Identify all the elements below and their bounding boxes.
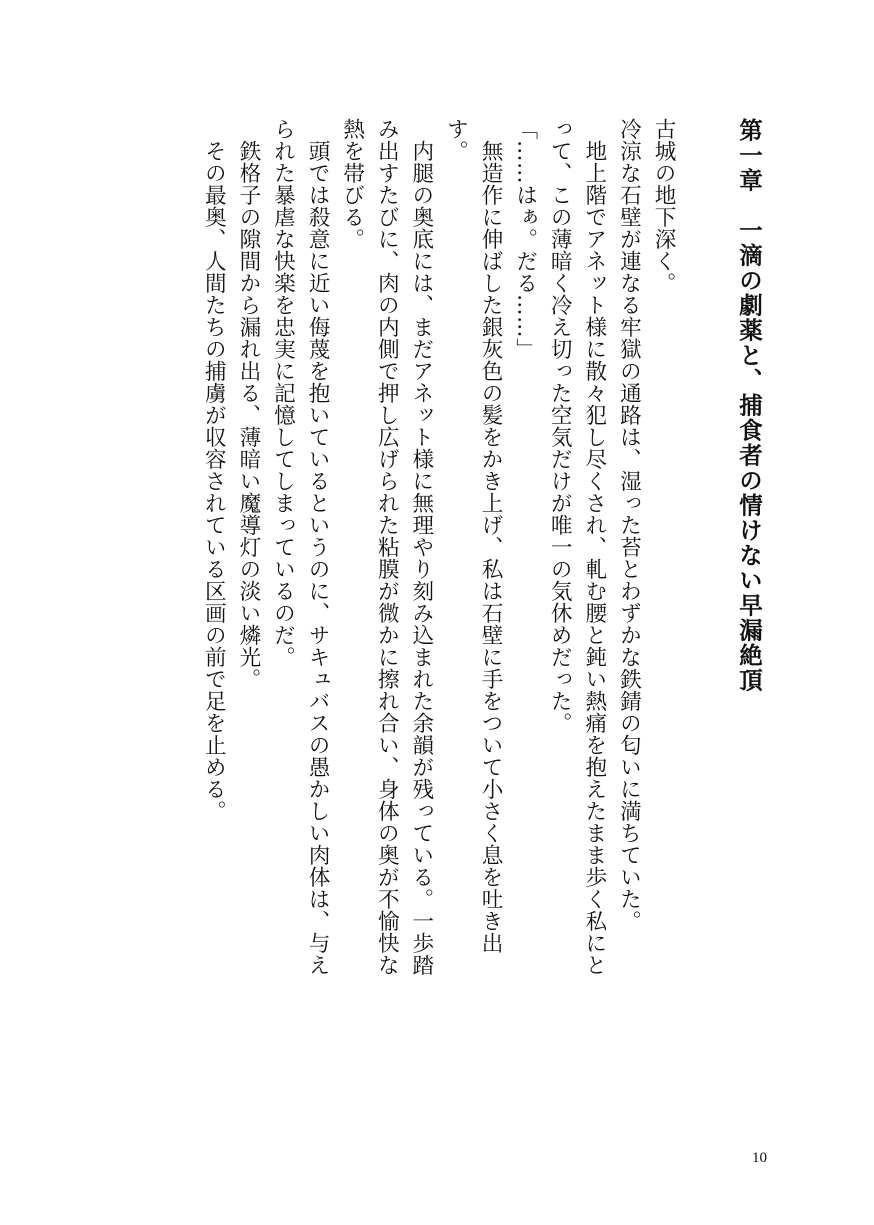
- paragraph-3: 地上階でアネット様に散々犯し尽くされ、軋む腰と鈍い熱痛を抱えたまま歩く私にとって、この薄暗く冷え切った空気だけが唯一の気休めだった。: [547, 118, 607, 976]
- paragraph-2: 冷涼な石壁が連なる牢獄の通路は、湿った苔とわずかな鉄錆の匂いに満ちていた。: [616, 118, 642, 932]
- paragraph-7: 頭では殺意に近い侮蔑を抱いているというのに、サキュバスの愚かしい肉体は、与えられた暴虐な快楽を忠実に記憶してしまっているのだ。: [270, 118, 331, 976]
- chapter-title: 第一章 一滴の劇薬と、捕食者の情けない早漏絶頂: [735, 118, 763, 693]
- paragraph-9: その最奥、人間たちの捕虜が収容されている区画の前で足を止める。: [201, 118, 227, 822]
- paragraph-5: 無造作に伸ばした銀灰色の髪をかき上げ、私は石壁に手をついて小さく息を吐き出す。: [443, 118, 504, 954]
- page-number: 10: [752, 1150, 767, 1166]
- paragraph-8: 鉄格子の隙間から漏れ出る、薄暗い魔導灯の淡い燐光。: [235, 118, 261, 690]
- vertical-text-block: [196, 118, 766, 988]
- paragraph-1: 古城の地下深く。: [651, 118, 676, 294]
- dialogue-line: 「……はぁ。だる……」: [512, 118, 538, 360]
- paragraph-6: 内腿の奥底には、まだアネット様に無理やり刻み込まれた余韻が残っている。一歩踏み出すたびに、肉の内側で押し広げられた粘膜が微かに擦れ合い、身体の奥が不愉快な熱を帯びる。: [339, 118, 434, 976]
